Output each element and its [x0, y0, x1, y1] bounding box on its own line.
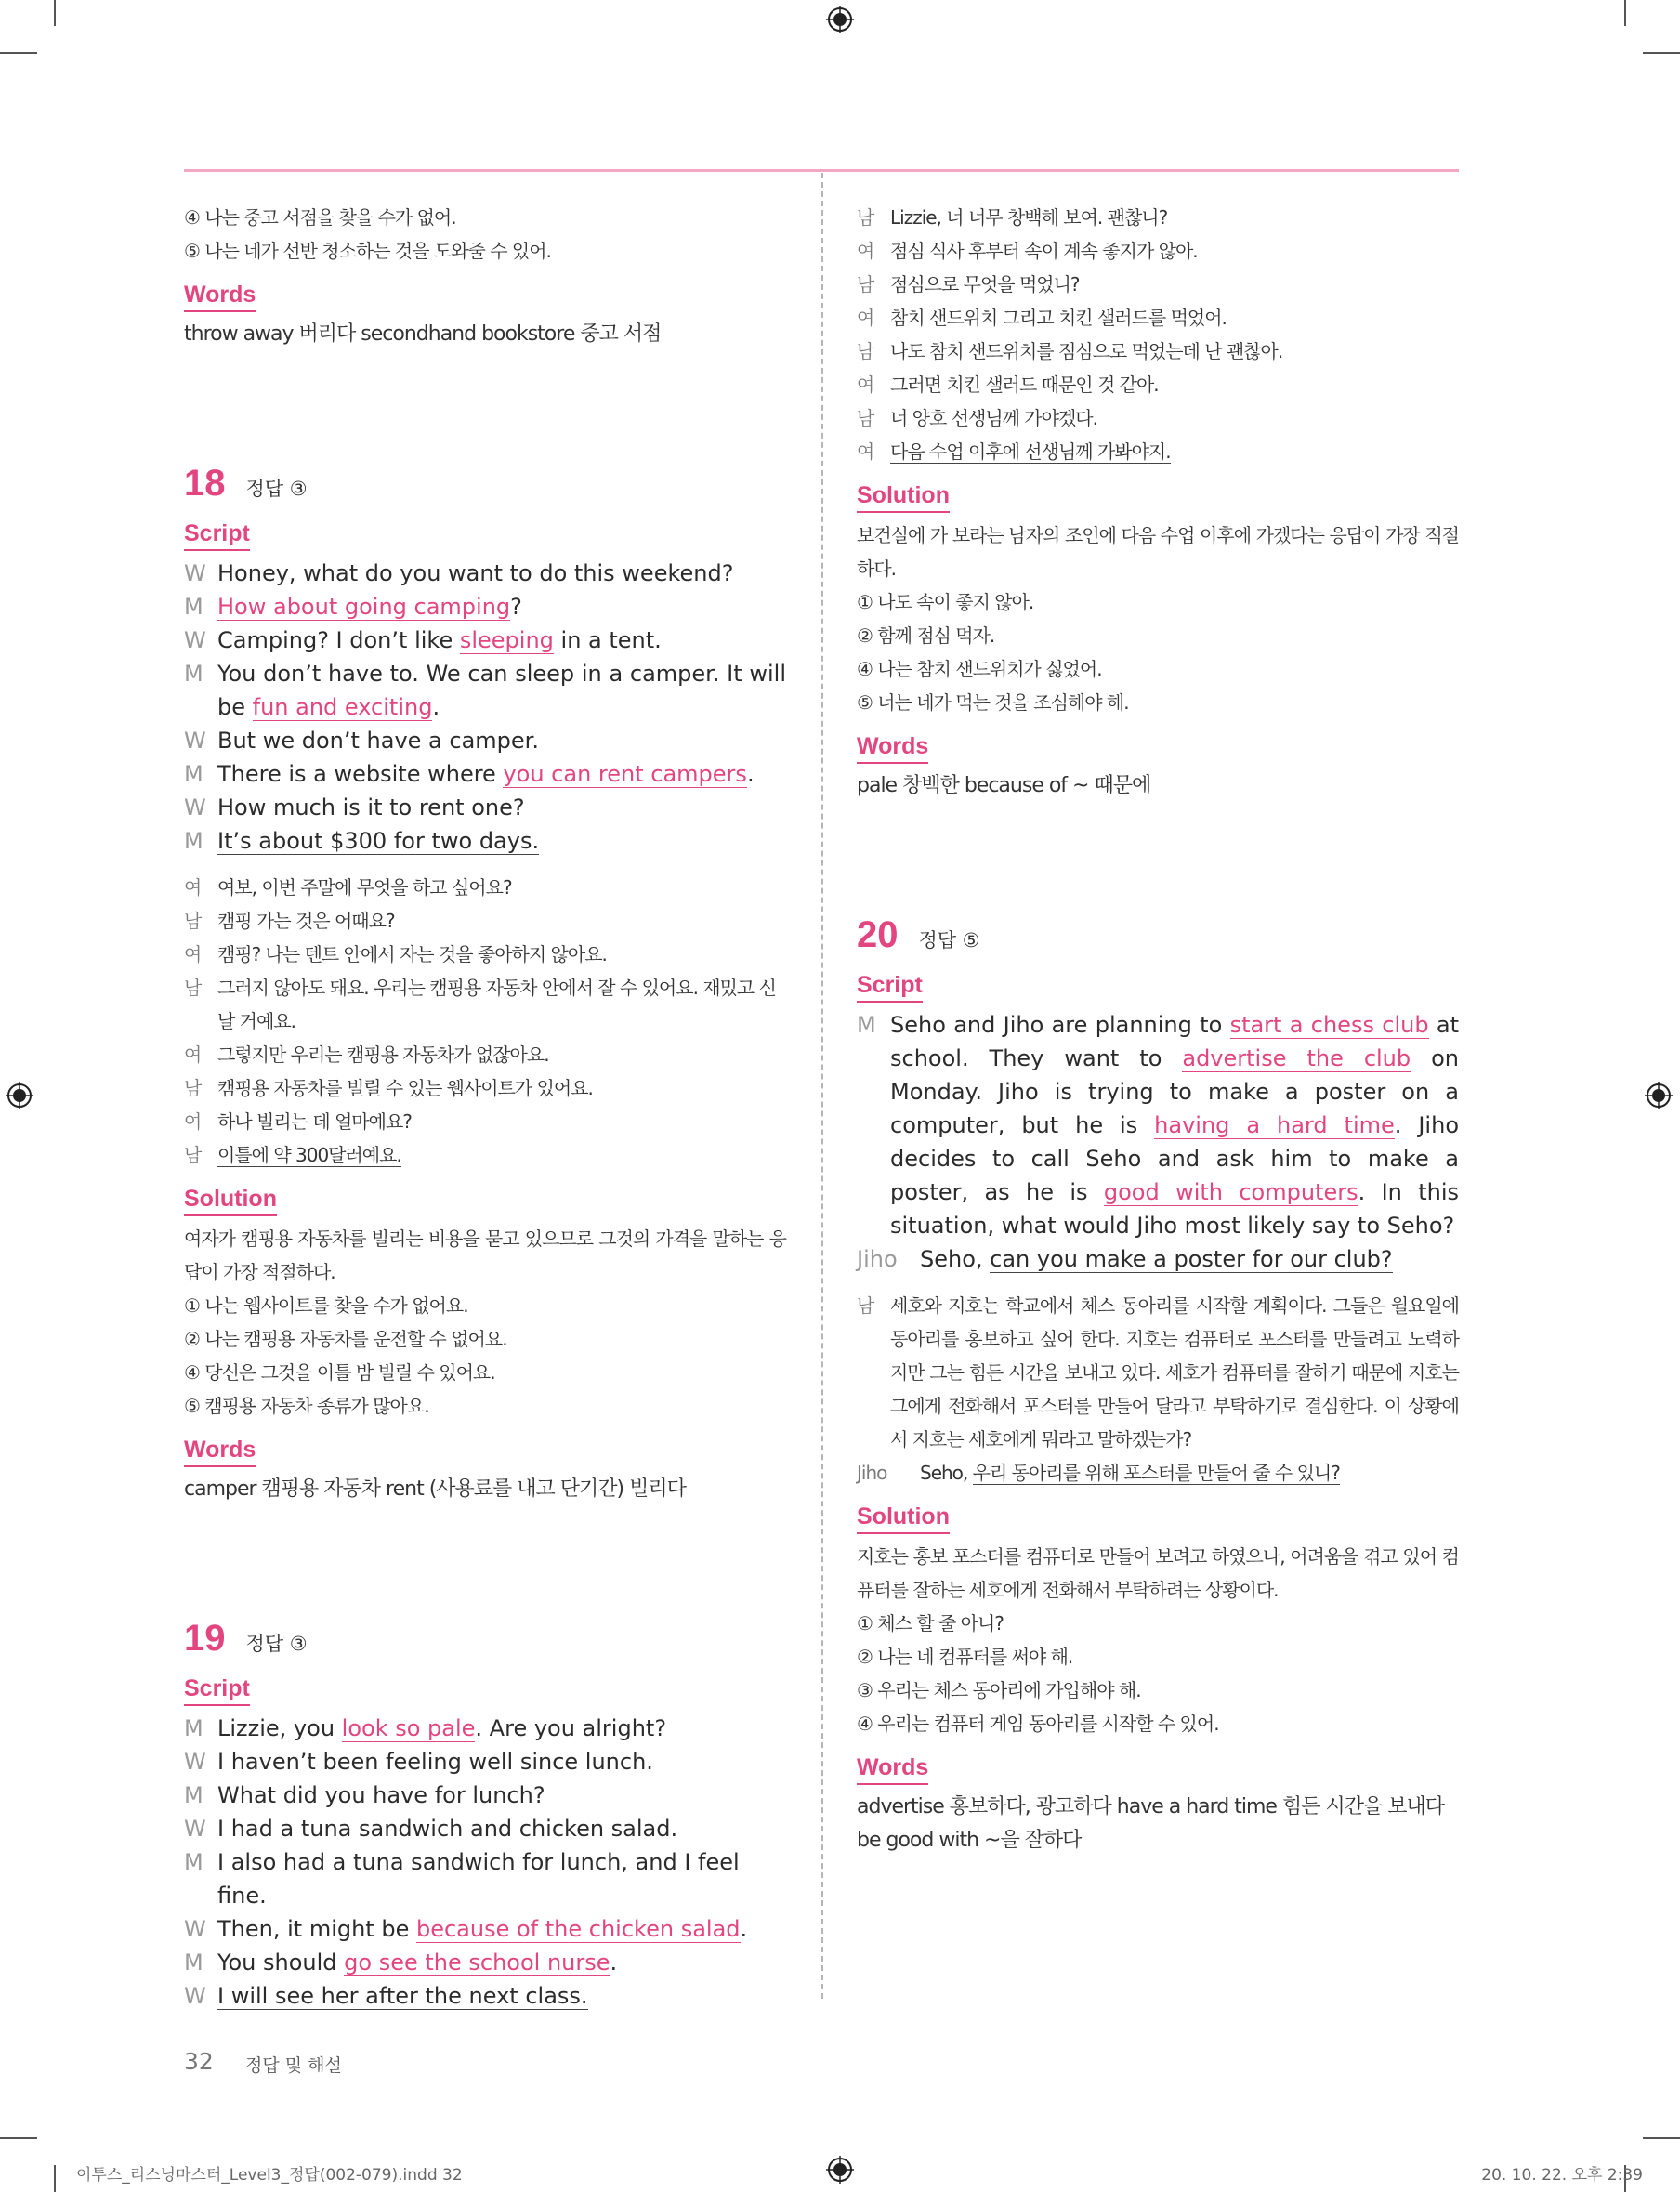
translation-line: [184, 971, 786, 1038]
text-segment: 너 양호 선생님께 가야겠다.: [890, 407, 1097, 429]
words-label: Words: [857, 1752, 928, 1785]
answer-key: 정답 ③: [245, 1633, 308, 1655]
section-title: 정답 및 해설: [245, 2055, 342, 2076]
text-segment: 하나 빌리는 데 얼마예요?: [217, 1110, 412, 1133]
answer-underline: 우리 동아리를 위해 포스터를 만들어 줄 수 있니?: [972, 1462, 1340, 1484]
line-text: [217, 1912, 786, 1946]
words-label: Words: [184, 1434, 256, 1467]
speaker-label: M: [184, 594, 203, 620]
option-line: ② 나는 캠핑용 자동차를 운전할 수 없어요.: [184, 1328, 507, 1350]
registration-mark-icon: [1645, 1082, 1673, 1109]
question-number: 19: [184, 1618, 226, 1659]
script-line: [184, 1946, 786, 1979]
text-segment: Camping? I don’t like: [217, 627, 460, 653]
speaker-label: 남: [857, 1294, 874, 1317]
words-text: advertise 홍보하다, 광고하다 have a hard time 힘든 시간을 보내다 be good with ~을 잘하다: [857, 1795, 1444, 1852]
option-line: ⑤ 나는 네가 선반 청소하는 것을 도와줄 수 있어.: [184, 240, 551, 262]
translation-block: [857, 1289, 1459, 1490]
speaker-label: 여: [857, 240, 874, 262]
script-line: [184, 623, 786, 657]
answer-underline: 이틀에 약 300달러예요.: [217, 1144, 401, 1166]
script-line: [184, 590, 786, 623]
speaker-label: 남: [857, 407, 874, 429]
option-line: ③ 우리는 체스 동아리에 가입해야 해.: [857, 1679, 1141, 1701]
words-text: camper 캠핑용 자동차 rent (사용료를 내고 단기간) 빌리다: [184, 1477, 686, 1501]
crop-mark: [1624, 0, 1626, 26]
script-line: [184, 1712, 786, 1745]
option-line: ④ 당신은 그것을 이틀 밤 빌릴 수 있어요.: [184, 1361, 495, 1384]
text-segment: Then, it might be: [217, 1916, 416, 1942]
option-line: ④ 나는 참치 샌드위치가 싫었어.: [857, 658, 1102, 680]
option-line: ④ 우리는 컴퓨터 게임 동아리를 시작할 수 있어.: [857, 1713, 1219, 1735]
text-segment: There is a website where: [217, 761, 504, 787]
translation-line: [857, 368, 1459, 401]
q17-options-continued: [184, 201, 786, 268]
line-text: [217, 1105, 786, 1138]
column-divider: [821, 173, 823, 1999]
option-line: ④ 나는 중고 서점을 찾을 수가 없어.: [184, 206, 456, 229]
registration-mark-icon: [826, 2156, 854, 2184]
speaker-label: W: [184, 728, 206, 754]
registration-mark-icon: [826, 6, 854, 33]
translation-line: [184, 938, 786, 971]
script-label: Script: [184, 1673, 250, 1706]
solution-label: Solution: [857, 479, 950, 513]
line-text: [217, 724, 786, 757]
text-segment: .: [610, 1949, 618, 1975]
line-text: [890, 1289, 1459, 1456]
script-line: [184, 757, 786, 791]
speaker-label: M: [184, 1782, 203, 1808]
line-text: [217, 938, 786, 971]
answer-key: 정답 ③: [245, 478, 308, 500]
text-segment: I had a tuna sandwich and chicken salad.: [217, 1816, 678, 1842]
speaker-label: W: [184, 1983, 206, 2009]
script-line: [857, 1242, 1459, 1276]
speaker-label: 여: [184, 876, 202, 899]
line-text: [217, 590, 786, 623]
line-text: [890, 301, 1459, 335]
text-segment: Seho and Jiho are planning to: [890, 1012, 1230, 1038]
blank-answer: sleeping: [459, 627, 554, 653]
line-text: [217, 971, 786, 1038]
answer-underline: I will see her after the next class.: [217, 1983, 588, 2009]
blank-answer: How about going camping: [217, 594, 511, 620]
translation-line: [184, 1105, 786, 1138]
blank-answer: start a chess club: [1229, 1012, 1429, 1038]
text-segment: Lizzie, you: [217, 1715, 342, 1741]
question-number: 20: [857, 914, 899, 955]
speaker-label: 여: [184, 1043, 202, 1066]
translation-line: [857, 1289, 1459, 1456]
line-text: [217, 1779, 786, 1812]
translation-line: [184, 1071, 786, 1105]
translation-line: [857, 401, 1459, 435]
answer-key: 정답 ⑤: [918, 929, 980, 952]
script-block: [184, 1712, 786, 2013]
line-text: [890, 368, 1459, 401]
text-segment: ?: [510, 594, 522, 620]
question-number: 18: [184, 463, 226, 504]
translation-block: [857, 201, 1459, 468]
option-line: ① 나는 웹사이트를 찾을 수가 없어요.: [184, 1294, 468, 1317]
translation-block: [184, 871, 786, 1172]
blank-answer: good with computers: [1103, 1179, 1358, 1205]
translation-line: [857, 201, 1459, 234]
translation-line: [184, 1038, 786, 1071]
solution-text: 여자가 캠핑용 자동차를 빌리는 비용을 묻고 있으므로 그것의 가격을 말하는 응답이 가장 적절하다.: [184, 1227, 786, 1283]
text-segment: You don’t have to. We can sleep in a camper. It will be: [217, 661, 786, 720]
translation-line: [857, 301, 1459, 335]
line-text: [217, 871, 786, 904]
line-text: [217, 1845, 786, 1912]
line-text: [920, 1456, 1459, 1490]
script-label: Script: [857, 969, 923, 1003]
words-text: pale 창백한 because of ~ 때문에: [857, 774, 1151, 797]
text-segment: 그러지 않아도 돼요. 우리는 캠핑용 자동차 안에서 잘 수 있어요. 재밌고 신날 거예요.: [217, 977, 776, 1032]
crop-mark: [1643, 52, 1680, 54]
script-label: Script: [184, 518, 250, 551]
option-line: ⑤ 캠핑용 자동차 종류가 많아요.: [184, 1395, 429, 1417]
text-segment: . In this situation, what would Jiho most likely say to Seho?: [890, 1179, 1460, 1239]
option-line: ① 체스 할 줄 아니?: [857, 1612, 1004, 1634]
script-line: [184, 657, 786, 724]
blank-answer: advertise the club: [1182, 1045, 1411, 1071]
speaker-label: 여: [857, 440, 874, 463]
text-segment: What did you have for lunch?: [217, 1782, 545, 1808]
speaker-label: 남: [184, 910, 202, 932]
line-text: [217, 557, 786, 590]
speaker-label: 여: [857, 374, 874, 396]
option-line: ② 함께 점심 먹자.: [857, 624, 995, 647]
speaker-label: M: [184, 1949, 203, 1975]
line-text: [217, 824, 786, 858]
line-text: [217, 623, 786, 657]
words-label: Words: [857, 730, 928, 764]
text-segment: . Jiho decides to call Seho and ask him to make a poster, as he is: [890, 1112, 1459, 1205]
option-line: ② 나는 네 컴퓨터를 써야 해.: [857, 1646, 1073, 1668]
text-segment: I haven’t been feeling well since lunch.: [217, 1749, 653, 1775]
script-block: [184, 557, 786, 858]
speaker-label: M: [184, 1715, 203, 1741]
right-column: [857, 201, 1459, 1857]
crop-mark: [0, 2137, 37, 2139]
solution-label: Solution: [184, 1183, 277, 1216]
text-segment: Seho,: [920, 1246, 991, 1272]
text-segment: 그러면 치킨 샐러드 때문인 것 같아.: [890, 374, 1159, 396]
speaker-label: W: [184, 1816, 206, 1842]
speaker-label: 남: [184, 1077, 202, 1099]
header-rule: [184, 169, 1459, 172]
line-text: [217, 1812, 786, 1845]
script-line: [184, 1912, 786, 1946]
speaker-label: 남: [857, 340, 874, 362]
blank-answer: fun and exciting: [252, 694, 433, 720]
blank-answer: look so pale: [341, 1715, 476, 1741]
translation-line: [857, 435, 1459, 468]
left-column: [184, 201, 786, 2013]
text-segment: 여보, 이번 주말에 무엇을 하고 싶어요?: [217, 876, 512, 899]
line-text: [217, 657, 786, 724]
text-segment: at school. They want to: [890, 1012, 1459, 1071]
line-text: [217, 904, 786, 938]
translation-line: [857, 1456, 1459, 1490]
answer-underline: can you make a poster for our club?: [990, 1246, 1393, 1272]
question-header: [857, 914, 1459, 956]
text-segment: 그렇지만 우리는 캠핑용 자동차가 없잖아요.: [217, 1043, 549, 1066]
text-segment: 나도 참치 샌드위치를 점심으로 먹었는데 난 괜찮아.: [890, 340, 1283, 362]
speaker-label: 남: [857, 206, 874, 229]
line-text: [890, 335, 1459, 368]
crop-mark: [0, 52, 37, 54]
line-text: [217, 757, 786, 791]
blank-answer: you can rent campers: [503, 761, 747, 787]
translation-line: [184, 1138, 786, 1172]
print-timestamp: 20. 10. 22. 오후 2:39: [1481, 2166, 1643, 2185]
text-segment: .: [740, 1916, 748, 1942]
words-label: Words: [184, 279, 256, 312]
solution-label: Solution: [857, 1501, 950, 1534]
question-header: [184, 1618, 786, 1660]
translation-line: [857, 268, 1459, 301]
text-segment: 캠핑? 나는 텐트 안에서 자는 것을 좋아하지 않아요.: [217, 943, 607, 965]
line-text: [217, 1038, 786, 1071]
text-segment: Seho,: [920, 1462, 973, 1484]
text-segment: .: [746, 761, 755, 787]
line-text: [890, 234, 1459, 268]
translation-line: [184, 904, 786, 938]
translation-line: [184, 871, 786, 904]
option-line: ⑤ 너는 네가 먹는 것을 조심해야 해.: [857, 691, 1129, 714]
speaker-label: 여: [857, 307, 874, 329]
registration-mark-icon: [6, 1082, 33, 1109]
text-segment: Lizzie, 너 너무 창백해 보여. 괜찮니?: [890, 206, 1168, 229]
line-text: [217, 1138, 786, 1172]
speaker-label: 여: [184, 943, 202, 965]
speaker-label: 여: [184, 1110, 202, 1133]
file-slug: 이투스_리스닝마스터_Level3_정답(002-079).indd 32: [76, 2166, 463, 2185]
speaker-label: W: [184, 1749, 206, 1775]
line-text: [890, 401, 1459, 435]
speaker-label: M: [184, 1849, 203, 1875]
line-text: [890, 201, 1459, 234]
script-line: [184, 791, 786, 824]
line-text: [217, 791, 786, 824]
page-number: 32: [184, 2048, 214, 2075]
line-text: [890, 268, 1459, 301]
text-segment: Honey, what do you want to do this weekend?: [217, 560, 734, 586]
speaker-label: M: [857, 1012, 876, 1038]
script-line: [184, 1812, 786, 1845]
blank-answer: having a hard time: [1154, 1112, 1395, 1138]
speaker-label: M: [184, 761, 203, 787]
text-segment: But we don’t have a camper.: [217, 728, 539, 754]
speaker-label: 남: [184, 1144, 202, 1166]
question-header: [184, 463, 786, 505]
script-line: [184, 1779, 786, 1812]
speaker-label: M: [184, 661, 203, 687]
blank-answer: because of the chicken salad: [415, 1916, 741, 1942]
script-line: [184, 1979, 786, 2013]
speaker-label: Jiho: [857, 1246, 898, 1272]
text-segment: How much is it to rent one?: [217, 794, 525, 820]
text-segment: 세호와 지호는 학교에서 체스 동아리를 시작할 계획이다. 그들은 월요일에 동아리를 홍보하고 싶어 한다. 지호는 컴퓨터로 포스터를 만들려고 노력하지만 그는 힘든 시간을 보내고 있다. 세호가 컴퓨터를 잘하기 때문에 지호는 그에게 전화해서 포스터를 만들어 달라고 부탁하기로 결심한다. 이 상황에서 지호는 세호에게 뭐라고 말하겠는가?: [890, 1294, 1459, 1450]
script-line: [184, 1745, 786, 1779]
speaker-label: W: [184, 1916, 206, 1942]
text-segment: 참치 샌드위치 그리고 치킨 샐러드를 먹었어.: [890, 307, 1227, 329]
line-text: [217, 1712, 786, 1745]
text-segment: 점심 식사 후부터 속이 계속 좋지가 않아.: [890, 240, 1198, 262]
speaker-label: 남: [184, 977, 202, 999]
blank-answer: go see the school nurse: [344, 1949, 610, 1975]
text-segment: . Are you alright?: [475, 1715, 667, 1741]
crop-mark: [54, 2165, 56, 2192]
line-text: [890, 1008, 1459, 1242]
text-segment: on Monday. Jiho is trying to make a poster on a computer, but he is: [890, 1045, 1459, 1138]
text-segment: in a tent.: [553, 627, 662, 653]
solution-text: 지호는 홍보 포스터를 컴퓨터로 만들어 보려고 하였으나, 어려움을 겪고 있어 컴퓨터를 잘하는 세호에게 전화해서 부탁하려는 상황이다.: [857, 1545, 1459, 1601]
translation-line: [857, 234, 1459, 268]
script-line: [184, 557, 786, 590]
speaker-label: W: [184, 560, 206, 586]
speaker-label: W: [184, 627, 206, 653]
words-text: throw away 버리다 secondhand bookstore 중고 서점: [184, 322, 662, 346]
script-block: [857, 1008, 1459, 1276]
line-text: [217, 1745, 786, 1779]
text-segment: 캠핑 가는 것은 어때요?: [217, 910, 395, 932]
line-text: [217, 1071, 786, 1105]
translation-line: [857, 335, 1459, 368]
speaker-label: W: [184, 794, 206, 820]
script-line: [184, 824, 786, 858]
crop-mark: [54, 0, 56, 26]
script-line: [184, 1845, 786, 1912]
text-segment: You should: [217, 1949, 345, 1975]
line-text: [217, 1946, 786, 1979]
script-line: [857, 1008, 1459, 1242]
text-segment: 점심으로 무엇을 먹었니?: [890, 273, 1080, 295]
speaker-label: 남: [857, 273, 874, 295]
text-segment: .: [432, 694, 440, 720]
answer-underline: It’s about $300 for two days.: [217, 828, 540, 854]
answer-underline: 다음 수업 이후에 선생님께 가봐야지.: [890, 440, 1171, 463]
line-text: [920, 1242, 1459, 1276]
option-line: ① 나도 속이 좋지 않아.: [857, 591, 1034, 613]
text-segment: I also had a tuna sandwich for lunch, and I feel fine.: [217, 1849, 740, 1909]
crop-mark: [1643, 2137, 1680, 2139]
line-text: [890, 435, 1459, 468]
solution-text: 보건실에 가 보라는 남자의 조언에 다음 수업 이후에 가겠다는 응답이 가장 적절하다.: [857, 524, 1459, 580]
script-line: [184, 724, 786, 757]
text-segment: 캠핑용 자동차를 빌릴 수 있는 웹사이트가 있어요.: [217, 1077, 593, 1099]
speaker-label: M: [184, 828, 203, 854]
speaker-label: Jiho: [857, 1462, 887, 1484]
line-text: [217, 1979, 786, 2013]
